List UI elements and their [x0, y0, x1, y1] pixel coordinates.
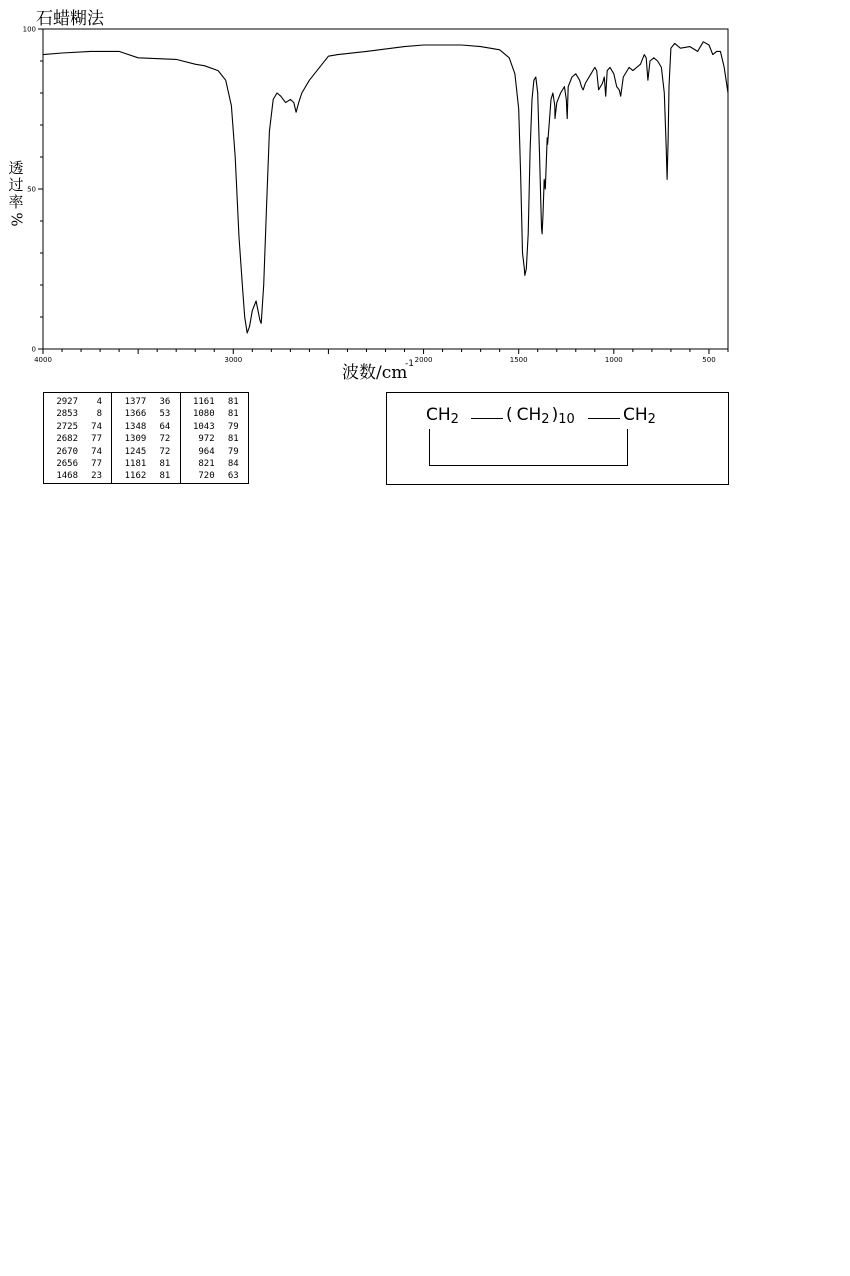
y-axis-label-unit: %	[7, 212, 26, 227]
right-subscript: 2	[647, 412, 656, 427]
wavenumber-cell: 1161	[192, 397, 215, 407]
repeat-count: 10	[558, 412, 575, 427]
wavenumber-cell: 720	[198, 471, 215, 482]
table-row	[44, 446, 111, 458]
wavenumber-cell: 1309	[124, 434, 147, 445]
x-axis-label: 波数/cm	[342, 363, 408, 383]
transmittance-cell: 81	[227, 397, 239, 407]
transmittance-cell: 63	[227, 471, 239, 482]
x-tick-label: 2000	[414, 356, 433, 364]
y-tick-label: 0	[31, 345, 36, 354]
wavenumber-cell: 2927	[56, 397, 78, 407]
wavenumber-cell: 972	[198, 434, 215, 445]
transmittance-cell: 74	[91, 446, 102, 457]
wavenumber-cell: 1080	[192, 409, 215, 420]
left-ch: CH	[426, 405, 451, 425]
wavenumber-cell: 2670	[56, 446, 78, 457]
wavenumber-cell: 1366	[124, 409, 147, 420]
wavenumber-cell: 1468	[56, 471, 78, 482]
wavenumber-cell: 2682	[56, 434, 78, 445]
x-tick-label: 1500	[509, 356, 528, 364]
transmittance-cell: 23	[91, 471, 102, 482]
table-row	[44, 470, 111, 482]
structure-left-ch2	[426, 405, 459, 427]
transmittance-cell: 8	[96, 409, 102, 420]
wavenumber-cell: 1245	[124, 446, 147, 457]
wavenumber-cell: 964	[198, 446, 215, 457]
wavenumber-cell: 2725	[56, 421, 78, 432]
table-row	[44, 458, 111, 470]
repeat-close-paren: )	[551, 405, 559, 425]
ring-bond-bottom	[429, 465, 628, 466]
repeat-ch: CH	[516, 405, 542, 425]
repeat-subscript: 2	[541, 412, 550, 427]
structure-diagram	[386, 392, 729, 485]
transmittance-cell: 79	[227, 421, 239, 432]
wavenumber-cell: 1043	[192, 421, 215, 432]
wavenumber-cell: 1162	[124, 471, 147, 482]
transmittance-cell: 84	[227, 458, 239, 469]
x-tick-label: 3000	[224, 356, 243, 364]
wavenumber-cell: 1348	[124, 421, 147, 432]
peak-table-column	[112, 393, 180, 483]
transmittance-cell: 53	[159, 409, 171, 420]
structure-repeat-unit	[506, 405, 575, 427]
transmittance-cell: 79	[227, 446, 239, 457]
peak-table	[43, 392, 249, 484]
ring-bond-right-vertical	[627, 429, 628, 466]
transmittance-cell: 36	[159, 397, 171, 407]
wavenumber-cell: 2853	[56, 409, 78, 420]
transmittance-cell: 74	[91, 421, 102, 432]
wavenumber-cell: 1181	[124, 458, 147, 469]
y-tick-label: 100	[22, 25, 36, 34]
peak-table-column	[181, 393, 248, 483]
right-ch: CH	[623, 405, 648, 425]
wavenumber-cell: 821	[198, 458, 215, 469]
wavenumber-cell: 1377	[124, 397, 147, 407]
transmittance-cell: 72	[159, 434, 171, 445]
transmittance-cell: 64	[159, 421, 171, 432]
plot-frame	[43, 29, 728, 349]
ir-spectrum-chart	[0, 0, 850, 390]
table-row	[181, 446, 248, 458]
x-tick-label: 500	[702, 356, 716, 364]
transmittance-cell: 77	[91, 458, 102, 469]
table-row	[181, 408, 248, 420]
spectrum-line	[43, 42, 728, 333]
table-row	[112, 421, 179, 433]
left-subscript: 2	[450, 412, 459, 427]
ring-bond-left-vertical	[429, 429, 430, 466]
y-tick-label: 50	[27, 185, 36, 194]
transmittance-cell: 72	[159, 446, 171, 457]
transmittance-cell: 81	[159, 471, 171, 482]
transmittance-cell: 77	[91, 434, 102, 445]
transmittance-cell: 81	[159, 458, 171, 469]
table-row	[112, 446, 179, 458]
table-row	[112, 408, 179, 420]
table-row	[112, 470, 179, 482]
table-row	[44, 408, 111, 420]
repeat-open-paren: (	[506, 405, 513, 425]
bond-right	[588, 418, 620, 419]
x-tick-label: 4000	[34, 356, 52, 364]
chart-title: 石蜡糊法	[36, 9, 104, 29]
transmittance-cell: 4	[96, 397, 102, 407]
table-row	[44, 433, 111, 445]
x-axis-label-superscript: -1	[405, 359, 414, 369]
structure-right-ch2	[623, 405, 656, 427]
wavenumber-cell: 2656	[56, 458, 78, 469]
table-row	[44, 421, 111, 433]
table-row	[181, 458, 248, 470]
bond-left	[471, 418, 503, 419]
y-axis-label-text: 透过率	[8, 159, 24, 211]
transmittance-cell: 81	[227, 434, 239, 445]
x-tick-label: 1000	[604, 356, 623, 364]
table-row	[181, 421, 248, 433]
table-row	[112, 433, 179, 445]
table-row	[181, 396, 248, 408]
peak-table-column	[44, 393, 112, 483]
table-row	[181, 470, 248, 482]
table-row	[112, 396, 179, 408]
table-row	[181, 433, 248, 445]
table-row	[44, 396, 111, 408]
transmittance-cell: 81	[227, 409, 239, 420]
table-row	[112, 458, 179, 470]
